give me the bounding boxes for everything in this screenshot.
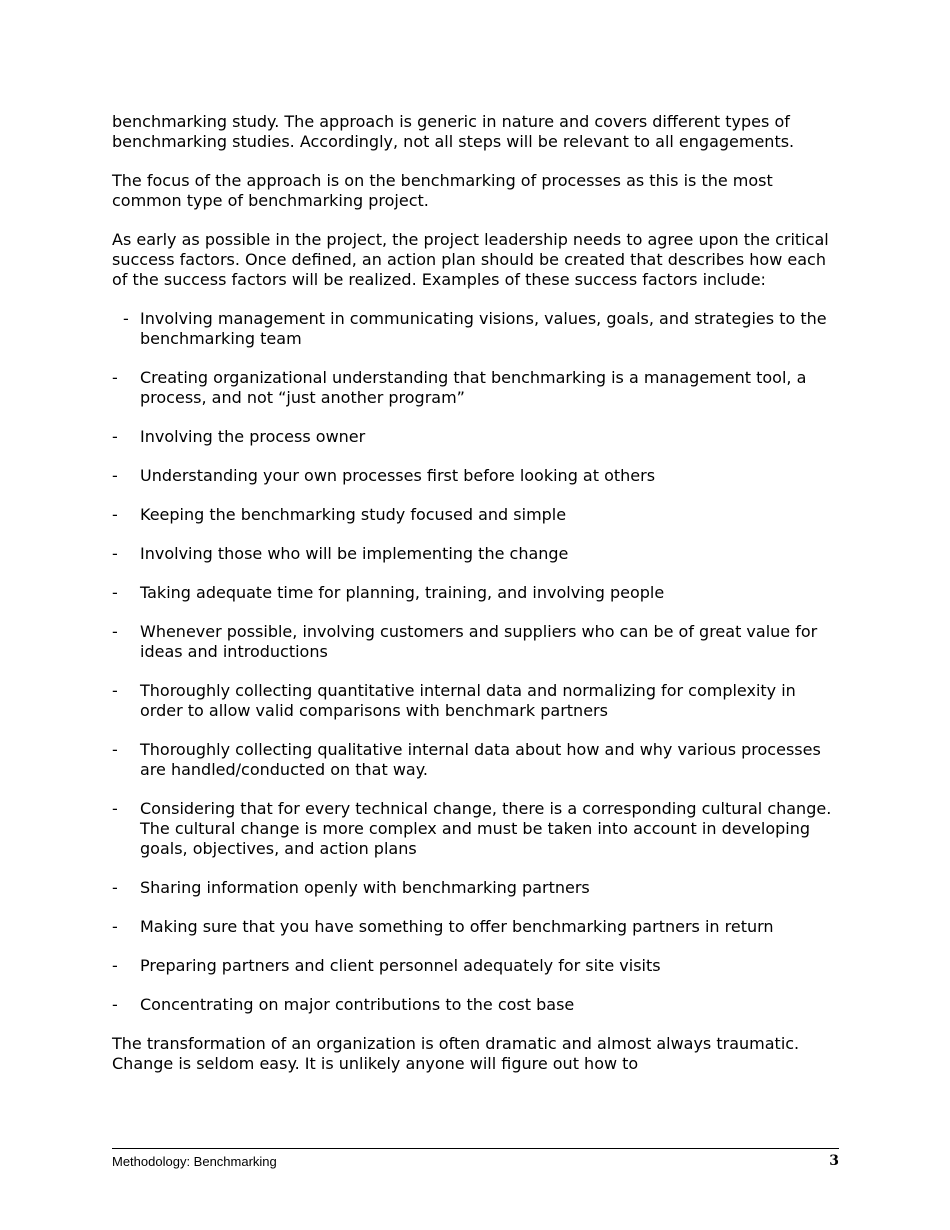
list-item-text: Concentrating on major contributions to the cost base [140,995,575,1014]
list-item [112,681,842,721]
list-item [112,466,842,486]
list-item-text: Whenever possible, involving customers and suppliers who can be of great value for ideas and introductions [140,622,818,661]
list-item-text: Considering that for every technical change, there is a corresponding cultural change. The cultural change is more complex and must be taken into account in developing goals, objectives, and action plans [140,799,832,858]
list-item-text: Thoroughly collecting qualitative internal data about how and why various processes are handled/conducted on that way. [140,740,821,779]
bullet-dash: - [112,427,118,446]
bullet-dash: - [112,740,118,759]
list-item [112,917,842,937]
bullet-dash: - [112,878,118,897]
bullet-dash: - [112,799,118,818]
list-item-text: Understanding your own processes first before looking at others [140,466,656,485]
bullet-dash: - [112,466,118,485]
page-footer [112,1148,839,1173]
list-item-text: Involving the process owner [140,427,366,446]
list-item [112,583,842,603]
list-item [112,799,842,859]
list-item [112,878,842,898]
list-item-text: Sharing information openly with benchmarking partners [140,878,590,897]
list-item [112,995,842,1015]
list-item-text: Thoroughly collecting quantitative internal data and normalizing for complexity in order to allow valid comparisons with benchmark partners [140,681,796,720]
list-item-text: Creating organizational understanding that benchmarking is a management tool, a process, and not “just another program” [140,368,807,407]
list-item [112,368,842,408]
bullet-dash: - [112,583,118,602]
bullet-dash: - [112,995,118,1014]
bullet-dash: - [112,681,118,700]
list-item [112,309,842,349]
bullet-dash: - [112,544,118,563]
document-body [112,112,842,1093]
list-item-text: Making sure that you have something to offer benchmarking partners in return [140,917,774,936]
list-item-text: Taking adequate time for planning, training, and involving people [140,583,665,602]
closing-paragraph: The transformation of an organization is often dramatic and almost always traumatic. Change is seldom easy. It is unlikely anyone will figure out how to [112,1034,800,1073]
footer-title: Methodology: Benchmarking [112,1154,277,1169]
list-item-text: Keeping the benchmarking study focused and simple [140,505,567,524]
paragraph: As early as possible in the project, the project leadership needs to agree upon the critical success factors. Once defined, an action plan should be created that describes how each of the success factors will be realized. Examples of these success factors include: [112,230,829,289]
paragraph: The focus of the approach is on the benchmarking of processes as this is the most common type of benchmarking project. [112,171,773,210]
list-item [112,622,842,662]
bullet-dash: - [112,917,118,936]
paragraph: benchmarking study. The approach is generic in nature and covers different types of benchmarking studies. Accordingly, not all steps will be relevant to all engagements. [112,112,795,151]
list-item [112,505,842,525]
page-number: 3 [829,1153,839,1169]
list-item-text: Involving management in communicating visions, values, goals, and strategies to the benchmarking team [140,309,827,348]
list-item-text: Preparing partners and client personnel adequately for site visits [140,956,661,975]
list-item [112,427,842,447]
success-factors-list [112,309,842,1015]
list-item [112,956,842,976]
bullet-dash: - [112,956,118,975]
list-item-text: Involving those who will be implementing the change [140,544,569,563]
bullet-dash: - [112,505,118,524]
bullet-dash: - [112,622,118,641]
list-item [112,740,842,780]
bullet-dash: - [123,309,129,328]
list-item [112,544,842,564]
bullet-dash: - [112,368,118,387]
